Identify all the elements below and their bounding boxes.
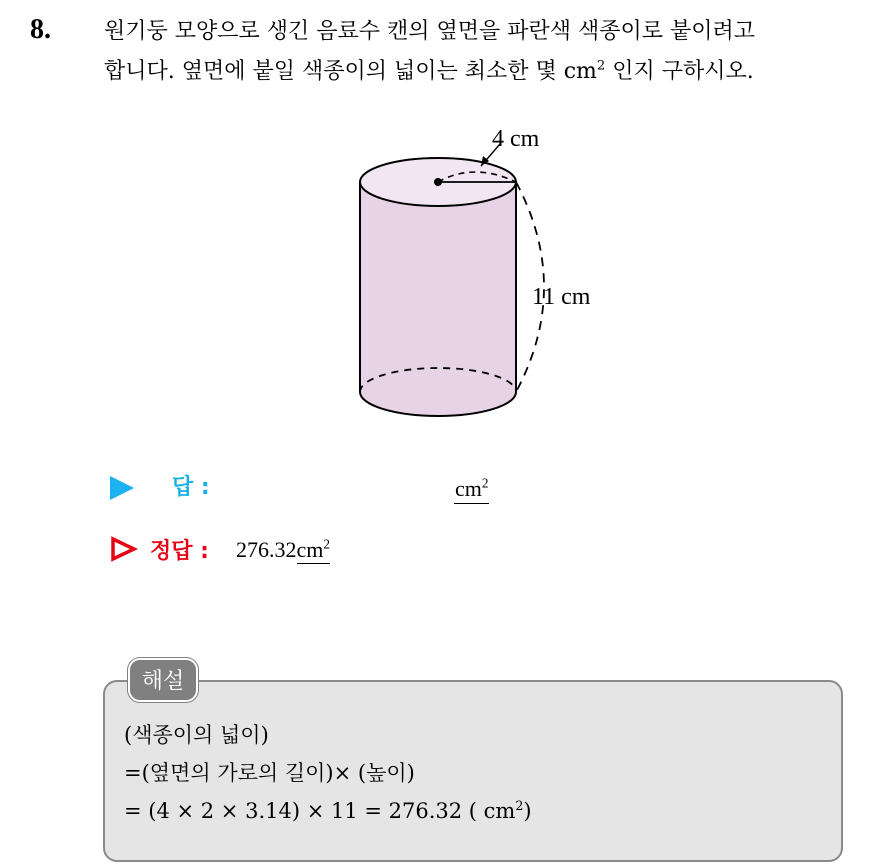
- answer-unit-exponent: 2: [481, 475, 489, 491]
- question-text: [104, 12, 874, 92]
- explanation-text: [124, 716, 532, 830]
- question-line-1: 원기둥 모양으로 생긴 음료수 캔의 옆면을 파란색 색종이로 붙이려고: [104, 19, 756, 44]
- question-line-2: [104, 52, 874, 92]
- correct-answer-number: 276.32: [236, 537, 297, 562]
- correct-answer-label: 정답 :: [150, 539, 209, 564]
- explanation-line-1: (색종이의 넓이): [124, 723, 269, 747]
- explanation-line-2: =(옆면의 가로의 길이)× (높이): [124, 761, 415, 785]
- answer-triangle-icon: [110, 476, 134, 500]
- explanation-line-3-pre: = (4 × 2 × 3.14) × 11 = 276.32 ( cm: [124, 799, 516, 823]
- answer-unit-text: cm: [455, 476, 482, 501]
- cylinder-figure: [340, 120, 620, 430]
- question-line-2-post: 인지 구하시오.: [605, 59, 754, 84]
- correct-answer-unit: [297, 537, 330, 564]
- explanation-unit-exponent: 2: [515, 798, 524, 813]
- explanation-line-3-post: ): [523, 799, 532, 823]
- answer-label: 답 :: [172, 475, 210, 500]
- correct-answer-unit-text: cm: [296, 537, 324, 562]
- question-line-2-pre: 합니다. 옆면에 붙일 색종이의 넓이는 최소한 몇 cm: [104, 59, 597, 84]
- answer-unit: [454, 476, 489, 504]
- explanation-line-3: [124, 792, 532, 830]
- correct-triangle-icon: [110, 536, 138, 562]
- explanation-tag: 해설: [128, 658, 198, 702]
- height-label: 11 cm: [532, 284, 591, 310]
- question-number: 8.: [30, 14, 51, 45]
- question-unit-exponent: 2: [596, 58, 606, 74]
- correct-answer-value: [236, 537, 330, 563]
- cylinder-body: [360, 182, 516, 416]
- correct-answer-unit-exponent: 2: [323, 536, 330, 552]
- radius-label: 4 cm: [492, 126, 540, 152]
